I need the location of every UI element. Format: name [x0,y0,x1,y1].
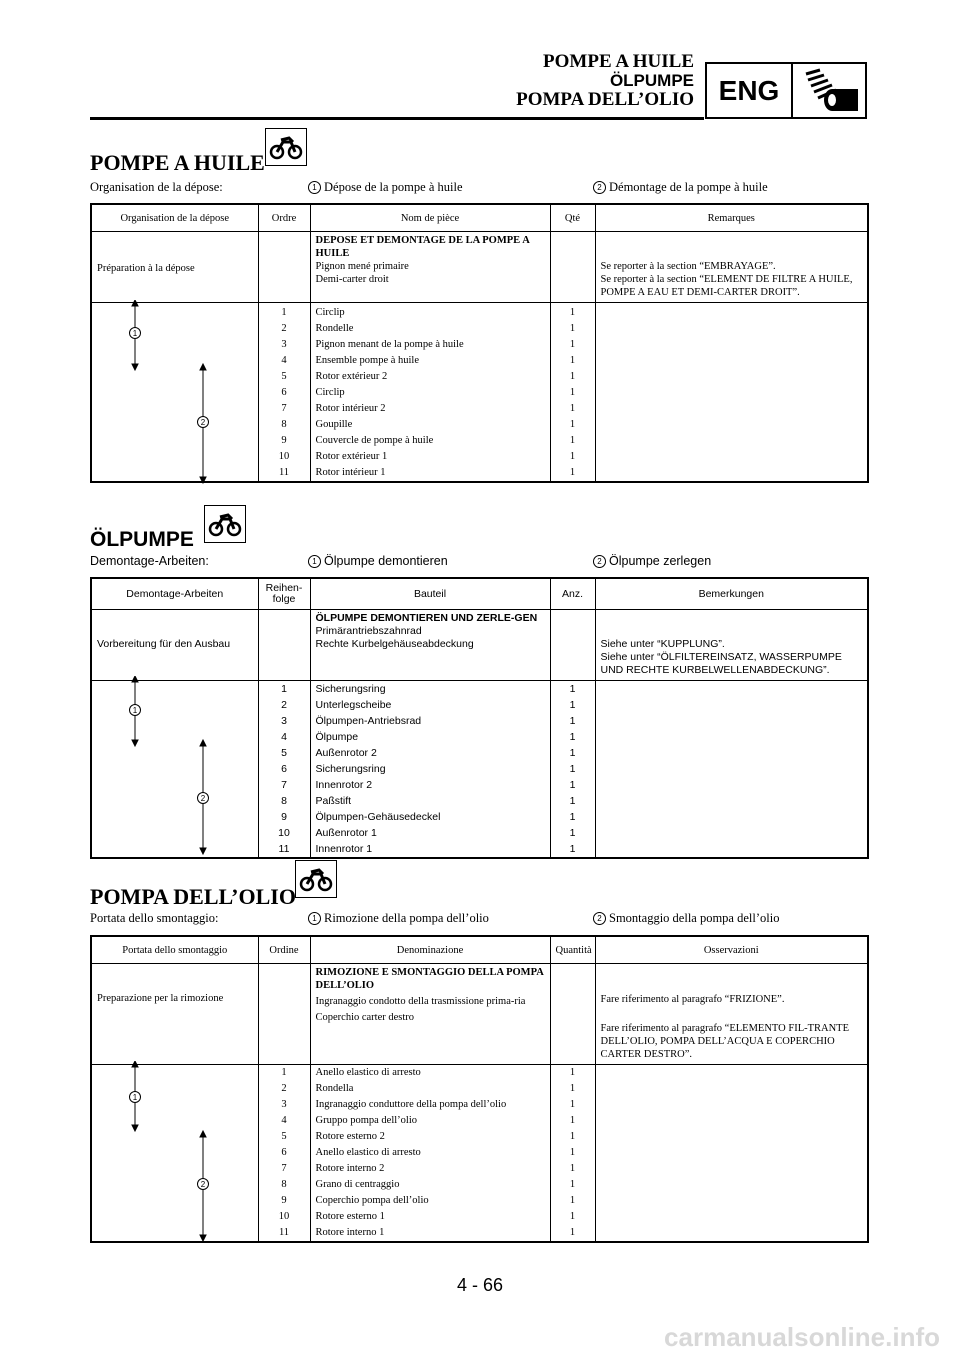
prep-part: Demi-carter droit [315,274,389,285]
part-name: Anello elastico di arresto [310,1065,550,1082]
watermark: carmanualsonline.info [664,1322,940,1352]
qty: 1 [550,433,595,449]
qty: 1 [550,1193,595,1209]
qty: 1 [550,1177,595,1193]
qty: 1 [550,1225,595,1242]
qty: 1 [550,303,595,322]
marker-2: 2 [200,418,206,427]
part-name: Pignon menant de la pompe à huile [310,337,550,353]
marker-2: 2 [200,1180,206,1189]
part-name: Unterlegscheibe [310,697,550,713]
order-no: 10 [258,825,310,841]
group-heading: DEPOSE ET DEMONTAGE DE LA POMPE A HUILE [315,235,530,259]
sub-label: Demontage-Arbeiten: [90,554,209,568]
order-no: 7 [258,1161,310,1177]
order-no: 5 [258,1129,310,1145]
order-no: 2 [258,321,310,337]
qty: 1 [550,761,595,777]
order-no: 10 [258,1209,310,1225]
header-title-de: ÖLPUMPE [609,71,694,90]
qty: 1 [550,417,595,433]
prep-part: Rechte Kurbelgehäuseabdeckung [315,638,474,650]
sub-label: Organisation de la dépose: [90,180,223,194]
order-no: 9 [258,1193,310,1209]
step-arrows [90,676,260,861]
sub-step-2-label: Ölpumpe zerlegen [609,554,712,568]
col-header: Bemerkungen [595,578,868,610]
sub-step-2-label: Démontage de la pompe à huile [609,180,768,194]
marker-2: 2 [593,912,606,925]
sub-step-2 [593,911,779,926]
order-no: 1 [258,681,310,698]
order-no: 4 [258,729,310,745]
marker-1: 1 [132,329,138,338]
marker-1: 1 [308,181,321,194]
part-name: Rondelle [310,321,550,337]
qty: 1 [550,809,595,825]
order-no: 5 [258,745,310,761]
part-name: Rotor intérieur 2 [310,401,550,417]
qty: 1 [550,777,595,793]
sub-step-1-label: Dépose de la pompe à huile [324,180,463,194]
qty: 1 [550,681,595,698]
qty: 1 [550,1161,595,1177]
part-name: Circlip [310,303,550,322]
part-name: Paßstift [310,793,550,809]
qty: 1 [550,321,595,337]
order-no: 6 [258,1145,310,1161]
qty: 1 [550,1209,595,1225]
marker-2: 2 [593,555,606,568]
col-header: Qté [550,204,595,232]
prep-label: Préparation à la dépose [91,232,258,303]
order-no: 9 [258,809,310,825]
order-no: 7 [258,777,310,793]
col-header: Organisation de la dépose [91,204,258,232]
qty: 1 [550,401,595,417]
part-name: Innenrotor 2 [310,777,550,793]
order-no: 3 [258,1097,310,1113]
part-name: Innenrotor 1 [310,841,550,858]
eng-badge [705,62,867,119]
order-no: 7 [258,401,310,417]
part-name: Circlip [310,385,550,401]
qty: 1 [550,1145,595,1161]
col-header: Ordine [258,936,310,964]
prep-label: Preparazione per la rimozione [91,964,258,1065]
part-name: Rondella [310,1081,550,1097]
prep-part: Pignon mené primaire [315,261,409,272]
col-header: Ordre [258,204,310,232]
order-no: 6 [258,761,310,777]
qty: 1 [550,465,595,482]
order-no: 8 [258,1177,310,1193]
qty: 1 [550,713,595,729]
marker-1: 1 [132,1093,138,1102]
order-no: 9 [258,433,310,449]
motorcycle-icon [204,505,246,543]
part-name: Ölpumpen-Antriebsrad [310,713,550,729]
qty: 1 [550,353,595,369]
group-heading: RIMOZIONE E SMONTAGGIO DELLA POMPA DELL’OLIO [315,967,544,991]
part-name: Rotor extérieur 2 [310,369,550,385]
section-title-it: POMPA DELL’OLIO [90,884,296,909]
marker-1: 1 [308,912,321,925]
qty: 1 [550,1065,595,1082]
motorcycle-icon [295,860,337,898]
step-arrows [90,1061,260,1246]
part-name: Goupille [310,417,550,433]
marker-1: 1 [308,555,321,568]
remark: Fare riferimento al paragrafo “FRIZIONE”. [600,994,785,1005]
qty: 1 [550,825,595,841]
engine-spring-icon [793,64,865,117]
header-title-fr: POMPE A HUILE [543,51,694,72]
order-no: 2 [258,697,310,713]
sub-step-1 [308,180,463,195]
order-no: 5 [258,369,310,385]
part-name: Ölpumpe [310,729,550,745]
prep-part: Ingranaggio condotto della trasmissione prima-ria [315,996,526,1007]
qty: 1 [550,1113,595,1129]
section-title-fr: POMPE A HUILE [90,150,265,175]
remark: Fare riferimento al paragrafo “ELEMENTO FIL-TRANTE DELL’OLIO, POMPA DELL’ACQUA E COPERCHIO CARTER DESTRO”. [600,1023,850,1060]
part-name: Coperchio pompa dell’olio [310,1193,550,1209]
col-header: Nom de pièce [310,204,550,232]
order-no: 11 [258,465,310,482]
part-name: Sicherungsring [310,681,550,698]
col-header: Anz. [550,578,595,610]
remark: Siehe unter “KUPPLUNG”. [600,638,725,650]
qty: 1 [550,449,595,465]
part-name: Gruppo pompa dell’olio [310,1113,550,1129]
order-no: 11 [258,841,310,858]
order-no: 3 [258,337,310,353]
qty: 1 [550,385,595,401]
section-title-de: ÖLPUMPE [90,528,194,551]
part-name: Grano di centraggio [310,1177,550,1193]
part-name: Außenrotor 1 [310,825,550,841]
sub-step-2 [593,554,711,568]
order-no: 3 [258,713,310,729]
part-name: Rotore interno 2 [310,1161,550,1177]
sub-step-1 [308,554,448,568]
header-title-it: POMPA DELL’OLIO [516,89,694,110]
col-header: Osservazioni [595,936,868,964]
part-name: Ölpumpen-Gehäusedeckel [310,809,550,825]
qty: 1 [550,745,595,761]
qty: 1 [550,369,595,385]
col-header: Portata dello smontaggio [91,936,258,964]
col-header: Bauteil [310,578,550,610]
order-no: 11 [258,1225,310,1242]
col-header: Denominazione [310,936,550,964]
qty: 1 [550,697,595,713]
col-header: Demontage-Arbeiten [91,578,258,610]
col-header: Reihen-folge [258,578,310,610]
prep-row [91,610,868,681]
part-name: Couvercle de pompe à huile [310,433,550,449]
prep-part: Coperchio carter destro [315,1012,415,1023]
sub-step-1-label: Ölpumpe demontieren [324,554,448,568]
qty: 1 [550,1097,595,1113]
remark: Se reporter à la section “EMBRAYAGE”. [600,261,776,272]
order-no: 4 [258,1113,310,1129]
prep-part: Primärantriebszahnrad [315,625,422,637]
part-name: Rotor extérieur 1 [310,449,550,465]
part-name: Anello elastico di arresto [310,1145,550,1161]
qty: 1 [550,337,595,353]
page-header [516,52,694,109]
group-heading: ÖLPUMPE DEMONTIEREN UND ZERLE-GEN [315,612,538,624]
sub-step-2 [593,180,768,195]
part-name: Ingranaggio conduttore della pompa dell’olio [310,1097,550,1113]
part-name: Rotore interno 1 [310,1225,550,1242]
sub-step-1 [308,911,489,926]
eng-label: ENG [707,64,793,117]
remark: Siehe unter “ÖLFILTEREINSATZ, WASSERPUMPE UND RECHTE KURBELWELLENABDECKUNG”. [600,651,842,676]
qty: 1 [550,793,595,809]
page-number: 4 - 66 [456,1275,504,1295]
sub-step-2-label: Smontaggio della pompa dell’olio [609,911,780,925]
order-no: 8 [258,793,310,809]
order-no: 4 [258,353,310,369]
step-arrows [90,300,260,485]
part-name: Rotor intérieur 1 [310,465,550,482]
marker-2: 2 [200,794,206,803]
marker-2: 2 [593,181,606,194]
part-name: Rotore esterno 1 [310,1209,550,1225]
prep-row [91,232,868,303]
qty: 1 [550,1129,595,1145]
col-header: Remarques [595,204,868,232]
header-rule [90,117,704,120]
part-name: Außenrotor 2 [310,745,550,761]
sub-step-1-label: Rimozione della pompa dell’olio [324,911,489,925]
marker-1: 1 [132,706,138,715]
part-name: Ensemble pompe à huile [310,353,550,369]
order-no: 2 [258,1081,310,1097]
prep-label: Vorbereitung für den Ausbau [91,610,258,681]
motorcycle-icon [265,128,307,166]
order-no: 1 [258,303,310,322]
qty: 1 [550,841,595,858]
qty: 1 [550,1081,595,1097]
order-no: 1 [258,1065,310,1082]
remark: Se reporter à la section “ELEMENT DE FILTRE A HUILE, POMPE A EAU ET DEMI-CARTER DROIT”. [600,274,853,298]
qty: 1 [550,729,595,745]
sub-label: Portata dello smontaggio: [90,911,219,925]
part-name: Sicherungsring [310,761,550,777]
part-name: Rotore esterno 2 [310,1129,550,1145]
col-header: Quantità [550,936,595,964]
order-no: 8 [258,417,310,433]
order-no: 10 [258,449,310,465]
prep-row [91,964,868,1065]
order-no: 6 [258,385,310,401]
